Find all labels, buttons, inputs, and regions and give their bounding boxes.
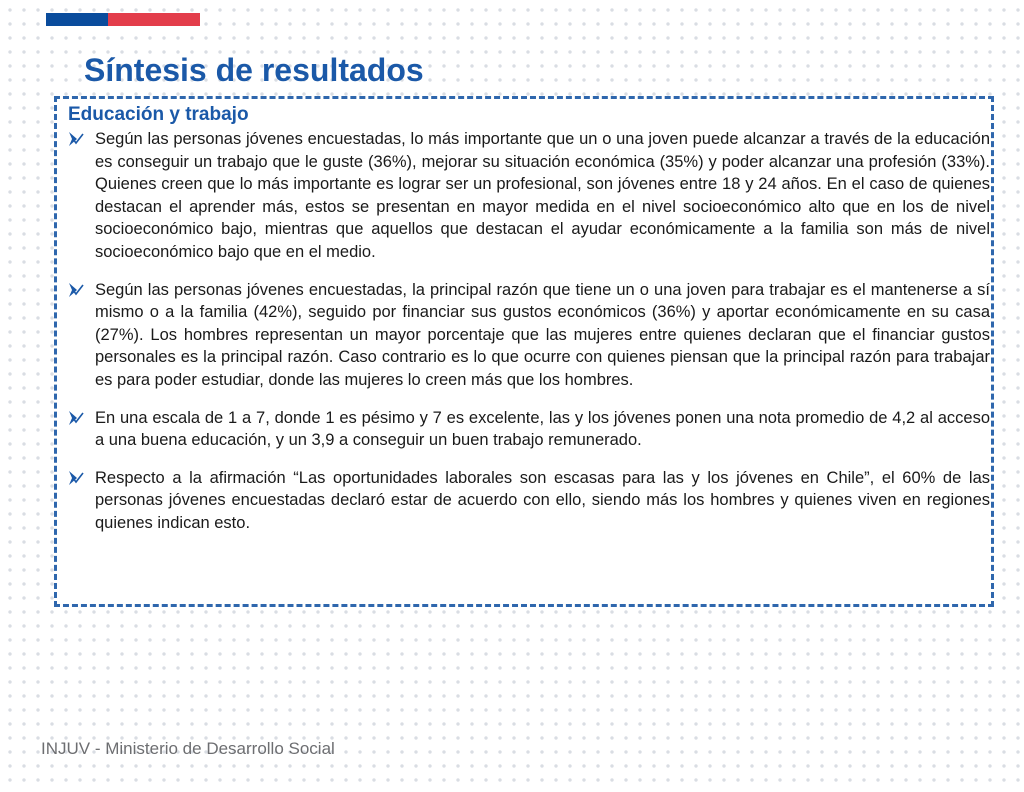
bullet-item	[68, 279, 990, 392]
bullet-text: En una escala de 1 a 7, donde 1 es pésimo y 7 es excelente, las y los jóvenes ponen una nota promedio de 4,2 al acceso a una buena educación, y un 3,9 a conseguir un buen trabajo remunerado.	[95, 408, 990, 450]
summary-box	[54, 96, 994, 607]
bullet-text: Según las personas jóvenes encuestadas, la principal razón que tiene un o una joven para trabajar es el mantenerse a sí mismo o a la familia (42%), seguido por financiar sus gustos económicos (36%) y aportar económicamente en su casa (27%). Los hombres representan un mayor porcentaje que las mujeres entre quienes declaran que el financiar gustos personales es la principal razón. Caso contrario es lo que ocurre con quienes piensan que la principal razón para trabajar es para poder estudiar, donde las mujeres lo creen más que los hombres.	[95, 280, 990, 389]
bullet-list	[68, 128, 990, 535]
page-title: Síntesis de resultados	[84, 52, 424, 88]
arrow-checkmark-icon	[68, 282, 85, 298]
arrow-checkmark-icon	[68, 470, 85, 486]
flag-stripe-red	[108, 13, 200, 26]
bullet-text: Respecto a la afirmación “Las oportunidades laborales son escasas para las y los jóvenes en Chile”, el 60% de las personas jóvenes encuestadas declaró estar de acuerdo con ello, siendo más los hombres y quienes viven en regiones quienes indican esto.	[95, 468, 990, 532]
arrow-checkmark-icon	[68, 131, 85, 147]
flag-stripe-blue	[46, 13, 108, 26]
arrow-checkmark-icon	[68, 410, 85, 426]
footer-credit: INJUV - Ministerio de Desarrollo Social	[41, 739, 335, 758]
bullet-item	[68, 128, 990, 264]
bullet-text: Según las personas jóvenes encuestadas, lo más importante que un o una joven puede alcanzar a través de la educación es conseguir un trabajo que le guste (36%), mejorar su situación económica (35%) y poder alcanzar una profesión (33%). Quienes creen que lo más importante es lograr ser un profesional, son jóvenes entre 18 y 24 años. En el caso de quienes destacan el aprender más, estos se presentan en mayor medida en el nivel socioeconómico alto que en los de nivel socioeconómico bajo, mientras que aquellos que destacan el ayudar económicamente a la familia son más de nivel socioeconómico bajo que en el medio.	[95, 130, 990, 261]
bullet-item	[68, 407, 990, 452]
bullet-item	[68, 467, 990, 535]
section-title: Educación y trabajo	[68, 104, 249, 125]
